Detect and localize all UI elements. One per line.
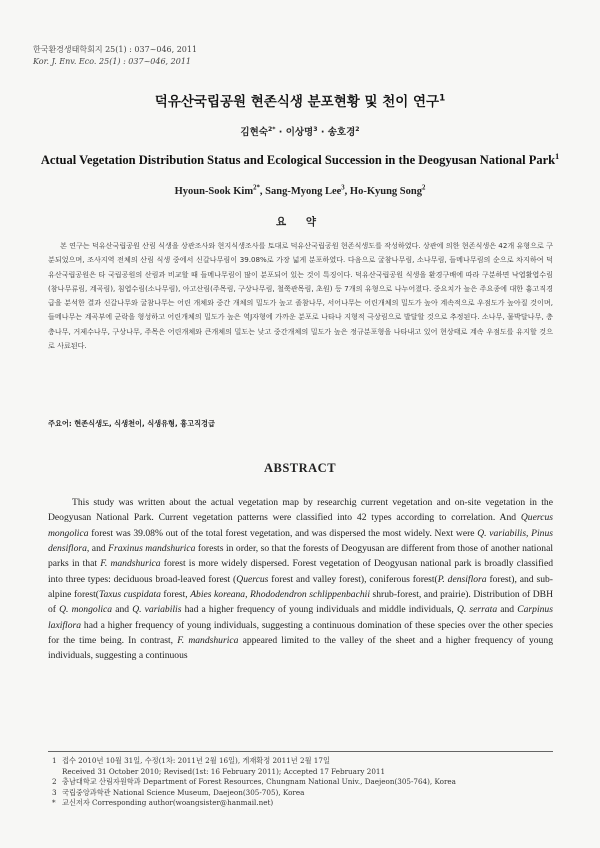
species-name: F. mandshurica <box>100 558 161 570</box>
species-name: Q. mongolica <box>59 604 113 616</box>
species-name: Q. serrata <box>456 604 498 616</box>
species-name: Q. variabilis <box>132 604 182 616</box>
footnote-item <box>52 798 552 809</box>
abstract-text: shrub-forest, and prairie). Distribution of DBH of <box>48 589 554 616</box>
english-author-2: Sang-Myong Lee <box>265 186 342 197</box>
author-separator: · <box>275 127 286 138</box>
author-separator: · <box>317 127 328 138</box>
korean-abstract-paragraph: 본 연구는 덕유산국립공원 산림 식생을 상관조사와 현지식생조사를 토대로 덕유산국립공원 현존식생도를 작성하였다. 상관에 의한 현존식생은 42개 유형으로 구분되었으며, 조사지역 전체의 산림 식생 중에서 신갈나무림이 39.08%로 가장 넓게 분포하였다. 다음으로 굴참나무림, 소나무림, 들메나무림의 순으로 차지하여 덕유산국립공원은 타 국립공원의 산림과 비교할 때 들메나무림이 많이 분포되어 있는 것이 특징이다. 덕유산국립공원 식생을 환경구배에 따라 구분하면 낙엽활엽수림(참나무류림, 계곡림), 침엽수림(소나무림), 아고산림(주목림, 구상나무림, 철쭉관목림, 초원) 등 7개의 유형으로 나누어졌다. 중요치가 높은 주요종에 대한 흉고직경급을 분석한 결과 신갈나무와 굴참나무는 어린 개체와 중간 개체의 밀도가 높고 졸참나무, 서어나무는 어린개체의 밀도가 높아 계속적으로 우점도가 높아질 것이며, 들메나무는 계곡부에 군락을 형성하고 어린개체의 밀도가 높은 역J자형에 가까운 분포로 나타나 지형적 극상림으로 발달할 것으로 추정된다. 소나무, 물박달나무, 층층나무, 거제수나무, 구상나무, 주목은 어린개체와 큰개체의 밀도는 낮고 중간개체의 밀도가 높은 정규분포형을 나타내고 있어 현상태로 계속 우점도를 유지할 것으로 사료된다. <box>48 241 553 351</box>
footnote-item <box>52 767 552 778</box>
abstract-text: appeared limited to the valley of the sheet and a higher frequency of young individuals, suggesting a continuous <box>48 635 553 662</box>
footnote-divider <box>48 751 553 752</box>
korean-abstract-heading: 요 약 <box>276 216 324 228</box>
author-comma: , <box>259 186 266 197</box>
korean-keywords <box>48 419 553 429</box>
english-author-1: Hyoun-Sook Kim <box>174 186 254 197</box>
abstract-text: forests in order, so that the forests of Deogyusan are different from those of another national parks in that <box>48 543 553 570</box>
korean-author-1-mark: 2* <box>267 125 276 133</box>
english-author-1-mark: 2* <box>253 184 260 192</box>
footnote-item <box>52 788 552 799</box>
footnote-mark: 1 <box>52 756 57 765</box>
abstract-text: had a higher frequency of young individuals, suggesting a continuous domination of these species over the other species for the time being. In contrast, <box>48 619 553 647</box>
species-name: P. densiflora <box>437 573 487 585</box>
species-name: Quercus mongolica <box>48 512 553 539</box>
footnote-text: 국립중앙과학관 National Science Museum, Daejeon(305-705), Korea <box>62 787 305 797</box>
species-name: Carpinus laxiflora <box>48 604 553 631</box>
species-name: Rhododendron schlippenbachii <box>250 589 370 601</box>
english-authors <box>0 186 600 197</box>
keywords-label: 주요어: <box>48 419 72 428</box>
abstract-text: forest was 39.08% out of the total forest vegetation, and was dispersed the most widely. Next were <box>88 527 478 539</box>
english-author-2-mark: 3 <box>341 184 345 192</box>
journal-line-english: Kor. J. Env. Eco. 25(1) : 037~046, 2011 <box>33 57 191 66</box>
footnote-mark: 2 <box>52 777 57 786</box>
footnote-mark: 3 <box>52 787 57 797</box>
korean-author-2: 이상명 <box>285 127 314 138</box>
species-name: Q. variabilis, Pinus densiflora <box>48 527 554 555</box>
korean-author-1: 김현숙 <box>240 127 268 138</box>
abstract-text: had a higher frequency of young individuals and middle individuals, <box>181 604 457 616</box>
footnote-item <box>52 777 552 788</box>
korean-authors <box>0 124 600 138</box>
abstract-text: and <box>497 604 518 616</box>
english-author-3-mark: 2 <box>422 184 426 192</box>
journal-line-korean: 한국환경생태학회지 25(1) : 037~046, 2011 <box>33 45 198 54</box>
footnote-text: 교신저자 Corresponding author(woangsister@hanmail.net) <box>62 798 274 807</box>
abstract-text: forest), and sub-alpine forest( <box>48 573 554 601</box>
english-author-3: Ho-Kyung Song <box>349 186 422 197</box>
korean-author-3-mark: 2 <box>355 125 360 133</box>
korean-title <box>0 90 600 110</box>
english-abstract <box>48 495 553 664</box>
abstract-text: This study was written about the actual vegetation map by researchig current vegetation and on-site vegetation in the Deogyusan National Park. Current vegetation patterns were classified into 42 types according to correlation. And <box>48 497 553 524</box>
korean-author-2-mark: 3 <box>313 125 318 133</box>
english-title-footnote-mark: 1 <box>555 151 560 161</box>
footnote-text: 접수 2010년 10월 31일, 수정(1차: 2011년 2월 16일), 게재확정 2011년 2월 17일 <box>62 756 330 765</box>
korean-abstract <box>48 239 553 353</box>
footnote-mark: * <box>52 798 56 807</box>
korean-author-3: 송호경 <box>327 127 356 138</box>
abstract-text: forest, <box>160 589 191 601</box>
footnote-text: 충남대학교 산림자원학과 Department of Forest Resources, Chungnam National Univ., Daejeon(305-764), Korea <box>62 777 456 786</box>
species-name: Abies koreana <box>190 589 246 601</box>
author-comma: , <box>344 186 350 197</box>
footnote-item <box>52 756 552 767</box>
abstract-heading: ABSTRACT <box>263 461 337 475</box>
footnotes <box>52 756 552 809</box>
species-name: Quercus <box>236 573 269 585</box>
abstract-text: , <box>245 589 251 601</box>
abstract-text: , and <box>86 543 109 555</box>
species-name: Taxus cuspidata <box>99 589 161 601</box>
species-name: F. mandshurica <box>177 635 239 647</box>
keywords-list: 현존식생도, 식생천이, 식생유형, 흉고직경급 <box>74 419 215 428</box>
english-abstract-paragraph <box>48 495 553 664</box>
journal-header <box>33 44 197 68</box>
abstract-text: forest and valley forest), coniferous forest( <box>268 573 438 585</box>
english-title <box>0 153 600 168</box>
abstract-text: and <box>112 604 133 616</box>
english-title-text: Actual Vegetation Distribution Status and Ecological Succession in the Deogyusan National Park <box>40 153 556 167</box>
korean-title-text: 덕유산국립공원 현존식생 분포현황 및 천이 연구 <box>154 94 440 110</box>
footnote-text: Received 31 October 2010; Revised(1st: 16 February 2011); Accepted 17 February 2011 <box>62 766 386 776</box>
species-name: Fraxinus mandshurica <box>108 543 196 555</box>
abstract-text: forest is more widely dispersed. Forest vegetation of Deogyusan national park is broadly classified into three types: deciduous broad-leaved forest ( <box>48 558 554 585</box>
korean-title-footnote-mark: 1 <box>439 93 446 104</box>
